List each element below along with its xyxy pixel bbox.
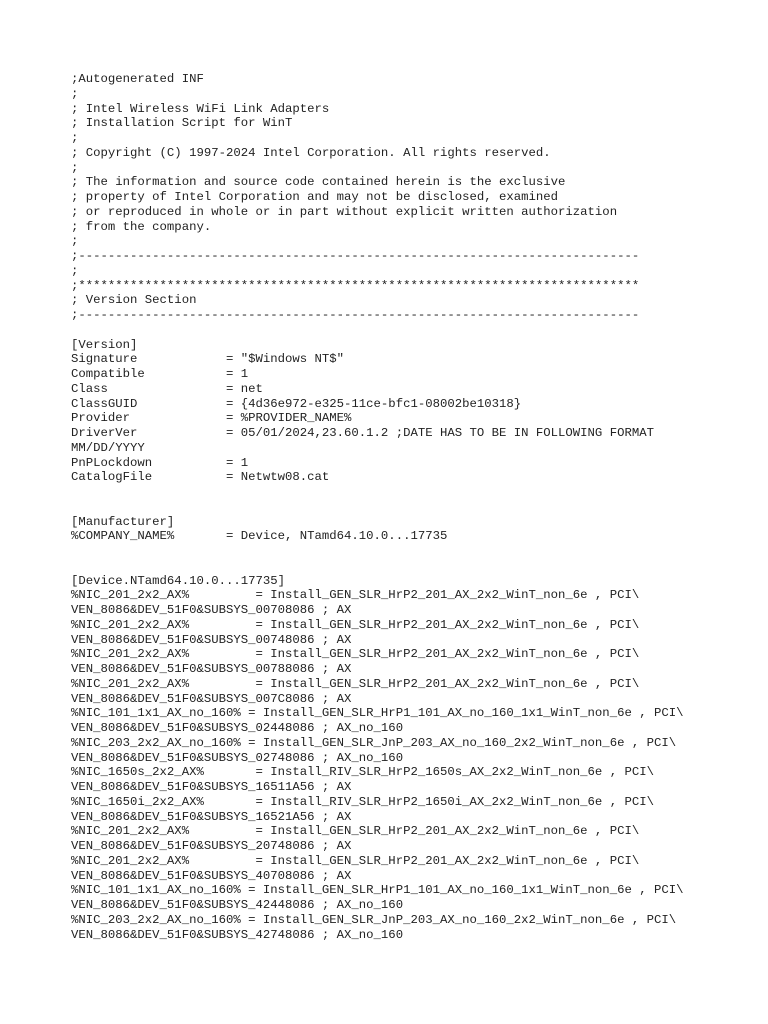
text-line: ClassGUID = {4d36e972-e325-11ce-bfc1-08002be10318}	[71, 396, 522, 411]
text-line: %NIC_201_2x2_AX% = Install_GEN_SLR_HrP2_201_AX_2x2_WinT_non_6e , PCI\	[71, 647, 640, 662]
text-line: Compatible = 1	[71, 367, 249, 381]
text-line: %NIC_101_1x1_AX_no_160% = Install_GEN_SLR_HrP1_101_AX_no_160_1x1_WinT_non_6e , PCI\	[71, 883, 684, 898]
text-line	[71, 485, 751, 500]
text-line: %NIC_201_2x2_AX% = Install_GEN_SLR_HrP2_201_AX_2x2_WinT_non_6e , PCI\	[71, 588, 640, 603]
text-line: ;Autogenerated INF	[71, 72, 204, 86]
text-line: %NIC_201_2x2_AX% = Install_GEN_SLR_HrP2_201_AX_2x2_WinT_non_6e , PCI\	[71, 676, 640, 691]
text-line	[71, 544, 751, 559]
text-line: ;	[71, 234, 79, 249]
text-line: ; or reproduced in whole or in part without explicit written authorization	[71, 204, 618, 219]
text-line: VEN_8086&DEV_51F0&SUBSYS_16511A56 ; AX	[71, 780, 352, 794]
text-line: [Version]	[71, 337, 138, 352]
text-line: MM/DD/YYYY	[71, 440, 145, 455]
text-line: ;	[71, 131, 79, 145]
text-line: [Manufacturer]	[71, 514, 175, 529]
text-line: ;	[71, 86, 79, 101]
text-line: %NIC_101_1x1_AX_no_160% = Install_GEN_SLR_HrP1_101_AX_no_160_1x1_WinT_non_6e , PCI\	[71, 706, 684, 721]
text-line	[71, 500, 751, 515]
text-line: VEN_8086&DEV_51F0&SUBSYS_42448086 ; AX_no_160	[71, 898, 404, 912]
text-line: DriverVer = 05/01/2024,23.60.1.2 ;DATE HAS TO BE IN FOLLOWING FORMAT	[71, 426, 654, 440]
text-line: VEN_8086&DEV_51F0&SUBSYS_40708086 ; AX	[71, 868, 352, 883]
text-line: ;	[71, 160, 79, 175]
text-line: ; The information and source code contained herein is the exclusive	[71, 175, 566, 190]
text-line: Provider = %PROVIDER_NAME%	[71, 411, 352, 426]
text-line: ; Copyright (C) 1997-2024 Intel Corporation. All rights reserved.	[71, 145, 551, 160]
text-line: [Device.NTamd64.10.0...17735]	[71, 573, 286, 588]
text-line: VEN_8086&DEV_51F0&SUBSYS_00708086 ; AX	[71, 603, 352, 617]
text-line: VEN_8086&DEV_51F0&SUBSYS_02748086 ; AX_no_160	[71, 750, 404, 765]
text-line: Signature = "$Windows NT$"	[71, 352, 345, 367]
text-line: VEN_8086&DEV_51F0&SUBSYS_16521A56 ; AX	[71, 809, 352, 824]
text-line: CatalogFile = Netwtw08.cat	[71, 470, 330, 485]
text-line: VEN_8086&DEV_51F0&SUBSYS_42748086 ; AX_no_160	[71, 927, 404, 942]
text-line: Class = net	[71, 381, 263, 396]
text-line: VEN_8086&DEV_51F0&SUBSYS_00748086 ; AX	[71, 632, 352, 647]
text-line: VEN_8086&DEV_51F0&SUBSYS_007C8086 ; AX	[71, 691, 352, 706]
text-line: %NIC_201_2x2_AX% = Install_GEN_SLR_HrP2_201_AX_2x2_WinT_non_6e , PCI\	[71, 853, 640, 868]
text-line: %COMPANY_NAME% = Device, NTamd64.10.0...17735	[71, 529, 448, 544]
text-line: ; property of Intel Corporation and may not be disclosed, examined	[71, 190, 559, 204]
text-line: ; Intel Wireless WiFi Link Adapters	[71, 101, 330, 116]
text-line: %NIC_201_2x2_AX% = Install_GEN_SLR_HrP2_201_AX_2x2_WinT_non_6e , PCI\	[71, 617, 640, 632]
text-line: %NIC_203_2x2_AX_no_160% = Install_GEN_SLR_JnP_203_AX_no_160_2x2_WinT_non_6e , PCI\	[71, 912, 677, 927]
text-line: ;	[71, 263, 79, 278]
text-line: ;----------------------------------------------------------------------------	[71, 249, 640, 263]
text-line: %NIC_201_2x2_AX% = Install_GEN_SLR_HrP2_201_AX_2x2_WinT_non_6e , PCI\	[71, 824, 640, 839]
text-line: PnPLockdown = 1	[71, 455, 249, 470]
text-line	[71, 559, 751, 574]
text-line	[71, 323, 751, 338]
text-line: %NIC_203_2x2_AX_no_160% = Install_GEN_SLR_JnP_203_AX_no_160_2x2_WinT_non_6e , PCI\	[71, 735, 677, 750]
text-line: VEN_8086&DEV_51F0&SUBSYS_20748086 ; AX	[71, 839, 352, 853]
text-line: ; Installation Script for WinT	[71, 116, 293, 131]
text-line: %NIC_1650s_2x2_AX% = Install_RIV_SLR_HrP2_1650s_AX_2x2_WinT_non_6e , PCI\	[71, 765, 654, 780]
text-line: ;****************************************************************************	[71, 278, 640, 293]
text-line: VEN_8086&DEV_51F0&SUBSYS_02448086 ; AX_no_160	[71, 721, 404, 735]
text-line: ; Version Section	[71, 293, 197, 308]
text-line: ; from the company.	[71, 219, 212, 234]
text-line: ;----------------------------------------------------------------------------	[71, 308, 640, 322]
inf-file-text	[71, 72, 751, 942]
text-line: %NIC_1650i_2x2_AX% = Install_RIV_SLR_HrP2_1650i_AX_2x2_WinT_non_6e , PCI\	[71, 794, 654, 809]
text-line: VEN_8086&DEV_51F0&SUBSYS_00788086 ; AX	[71, 662, 352, 676]
